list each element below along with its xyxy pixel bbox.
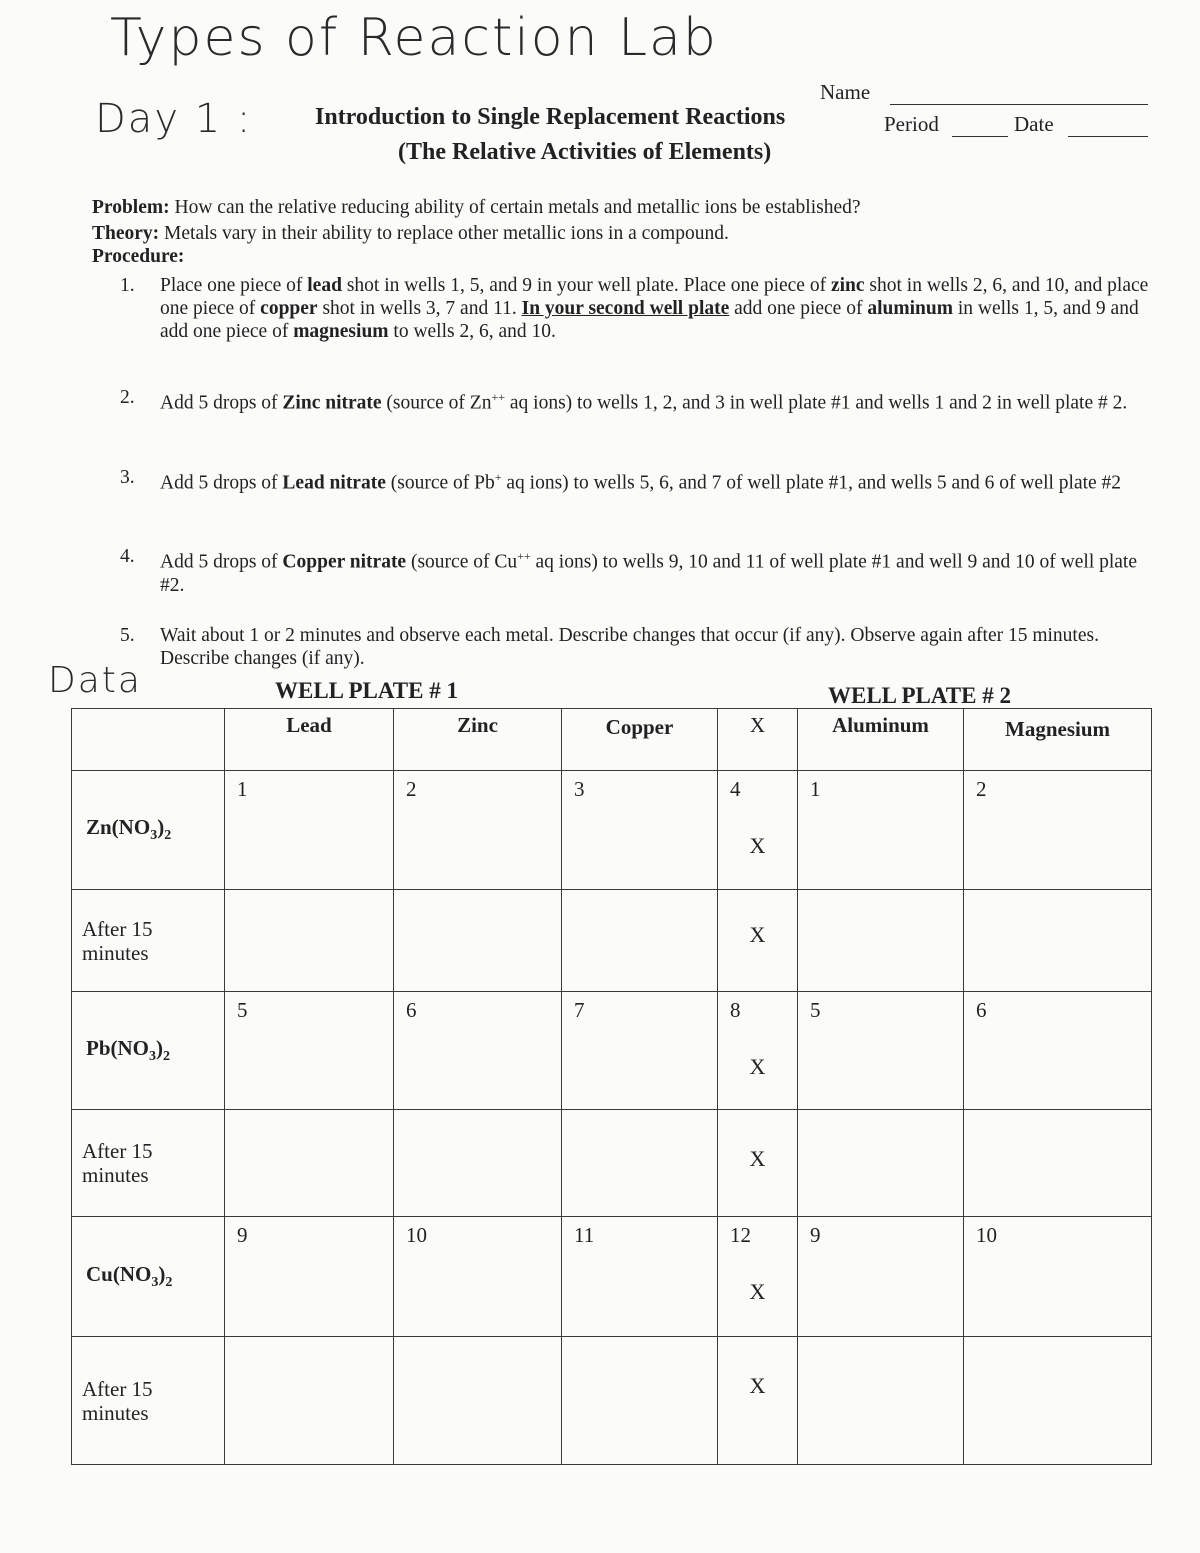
observation-cell[interactable] bbox=[225, 890, 394, 992]
well-cell[interactable]: 2 bbox=[964, 771, 1152, 890]
observation-cell[interactable] bbox=[964, 890, 1152, 992]
well-cell[interactable]: 9 bbox=[798, 1217, 964, 1337]
problem-label: Problem: bbox=[92, 197, 170, 218]
row-label-copper-nitrate: $Cu(NO_3)_2$ bbox=[72, 1217, 225, 1337]
column-header-copper: Copper bbox=[562, 709, 718, 771]
well-cell[interactable]: 1 bbox=[798, 771, 964, 890]
well-cell-x: X bbox=[718, 890, 798, 992]
name-field[interactable] bbox=[890, 82, 1148, 105]
theory-statement bbox=[92, 222, 729, 245]
problem-statement bbox=[92, 196, 861, 219]
well-cell-x: X bbox=[718, 1110, 798, 1217]
column-header-lead: Lead bbox=[225, 709, 394, 771]
date-field[interactable] bbox=[1068, 114, 1148, 137]
row-label-after-15-minutes: After 15 minutes bbox=[72, 890, 225, 992]
row-label-zinc-nitrate: $Zn(NO_3)_2$ bbox=[72, 771, 225, 890]
column-header-aluminum: Aluminum bbox=[798, 709, 964, 771]
observation-cell[interactable] bbox=[225, 1337, 394, 1465]
procedure-step: 5. Wait about 1 or 2 minutes and observe each metal. Describe changes that occur (if any). Observe again after 15 minutes. Describe changes (if any). bbox=[120, 625, 1099, 669]
table-corner bbox=[72, 709, 225, 771]
observation-cell[interactable] bbox=[798, 890, 964, 992]
well-cell-x: 8 X bbox=[718, 992, 798, 1110]
well-cell[interactable]: 10 bbox=[964, 1217, 1152, 1337]
theory-text: Metals vary in their ability to replace other metallic ions in a compound. bbox=[164, 223, 729, 244]
well-cell-x: X bbox=[718, 1337, 798, 1465]
observation-cell[interactable] bbox=[964, 1337, 1152, 1465]
row-label-after-15-minutes: After 15 minutes bbox=[72, 1337, 225, 1465]
procedure-heading: Procedure: bbox=[92, 246, 185, 267]
observation-cell[interactable] bbox=[798, 1337, 964, 1465]
problem-text: How can the relative reducing ability of certain metals and metallic ions be established? bbox=[174, 197, 861, 218]
period-field[interactable] bbox=[952, 114, 1008, 137]
column-header-x: X bbox=[718, 709, 798, 771]
table-row bbox=[72, 992, 1152, 1110]
theory-label: Theory: bbox=[92, 223, 160, 244]
table-row bbox=[72, 1337, 1152, 1465]
well-cell[interactable]: 7 bbox=[562, 992, 718, 1110]
observation-cell[interactable] bbox=[394, 1110, 562, 1217]
observation-cell[interactable] bbox=[394, 1337, 562, 1465]
well-plate-2-heading: WELL PLATE # 2 bbox=[828, 683, 1011, 708]
table-row bbox=[72, 1217, 1152, 1337]
column-header-magnesium: Magnesium bbox=[964, 709, 1152, 771]
handwritten-day: Day 1 : bbox=[95, 96, 253, 142]
column-header-zinc: Zinc bbox=[394, 709, 562, 771]
well-cell[interactable]: 5 bbox=[798, 992, 964, 1110]
lab-subtitle: (The Relative Activities of Elements) bbox=[398, 139, 772, 165]
well-cell[interactable]: 2 bbox=[394, 771, 562, 890]
table-row bbox=[72, 771, 1152, 890]
observation-cell[interactable] bbox=[562, 890, 718, 992]
well-cell[interactable]: 9 bbox=[225, 1217, 394, 1337]
observation-cell[interactable] bbox=[225, 1110, 394, 1217]
observation-cell[interactable] bbox=[394, 890, 562, 992]
observation-cell[interactable] bbox=[562, 1110, 718, 1217]
well-cell[interactable]: 10 bbox=[394, 1217, 562, 1337]
table-row bbox=[72, 890, 1152, 992]
name-label: Name bbox=[820, 80, 871, 104]
lab-title: Introduction to Single Replacement Reactions bbox=[315, 104, 786, 130]
well-cell-x: 4 X bbox=[718, 771, 798, 890]
table-row bbox=[72, 1110, 1152, 1217]
procedure-step: 2. Add 5 drops of Zinc nitrate (source of Zn++ aq ions) to wells 1, 2, and 3 in well plate #1 and wells 1 and 2 in well plate # 2. bbox=[120, 387, 1128, 414]
handwritten-data-label: Data bbox=[48, 660, 142, 701]
date-label: Date bbox=[1014, 112, 1054, 136]
observation-cell[interactable] bbox=[562, 1337, 718, 1465]
data-table bbox=[71, 708, 1152, 1465]
handwritten-title: Types of Reaction Lab bbox=[110, 8, 718, 68]
observation-cell[interactable] bbox=[798, 1110, 964, 1217]
procedure-step: 3. Add 5 drops of Lead nitrate (source of Pb+ aq ions) to wells 5, 6, and 7 of well plate #1, and wells 5 and 6 of well plate #2 bbox=[120, 467, 1122, 494]
well-cell[interactable]: 1 bbox=[225, 771, 394, 890]
well-cell[interactable]: 11 bbox=[562, 1217, 718, 1337]
well-plate-1-heading: WELL PLATE # 1 bbox=[275, 678, 458, 703]
row-label-lead-nitrate: $Pb(NO_3)_2$ bbox=[72, 992, 225, 1110]
well-cell[interactable]: 3 bbox=[562, 771, 718, 890]
period-label: Period bbox=[884, 112, 939, 136]
well-cell[interactable]: 6 bbox=[394, 992, 562, 1110]
row-label-after-15-minutes: After 15 minutes bbox=[72, 1110, 225, 1217]
well-cell-x: 12 X bbox=[718, 1217, 798, 1337]
procedure-step: 1. Place one piece of lead shot in wells 1, 5, and 9 in your well plate. Place one piece of zinc shot in wells 2, 6, and 10, and place one piece of copper shot in wells 3, 7 and 11. In your second well plate add one piece of aluminum in wells 1, 5, and 9 and add one piece of magnesium to wells 2, 6, and 10. bbox=[120, 275, 1149, 342]
well-cell[interactable]: 6 bbox=[964, 992, 1152, 1110]
well-cell[interactable]: 5 bbox=[225, 992, 394, 1110]
procedure-step: 4. Add 5 drops of Copper nitrate (source of Cu++ aq ions) to wells 9, 10 and 11 of well plate #1 and well 9 and 10 of well plate #2. bbox=[120, 546, 1138, 596]
observation-cell[interactable] bbox=[964, 1110, 1152, 1217]
table-header-row bbox=[72, 709, 1152, 771]
